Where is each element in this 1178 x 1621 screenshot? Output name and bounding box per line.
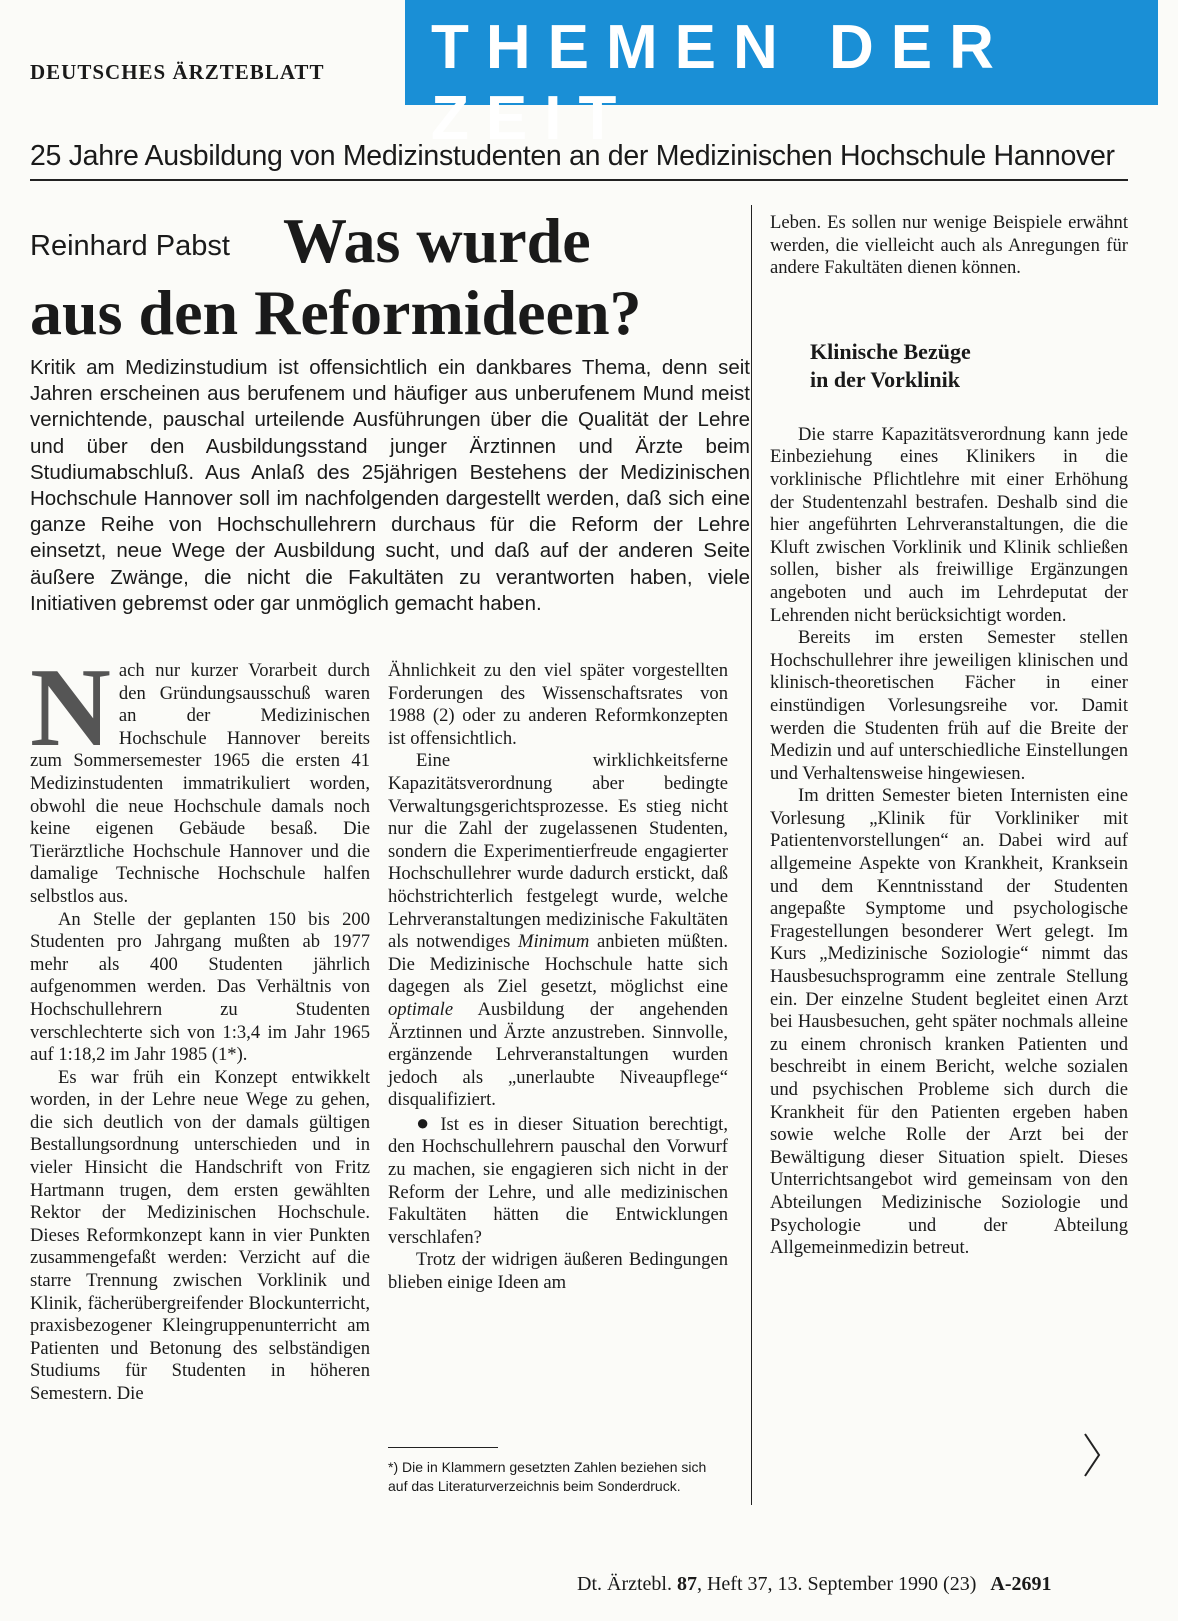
bullet-icon: ● xyxy=(416,1109,435,1135)
citation-journal: Dt. Ärztebl. xyxy=(577,1573,672,1595)
citation-issue: , Heft 37, 13. September 1990 (23) xyxy=(696,1573,977,1595)
paragraph: Leben. Es sollen nur wenige Beispiele erwähnt werden, die vielleicht auch als Anregungen für andere Fakultäten dienen können. xyxy=(770,212,1128,279)
journal-name: DEUTSCHES ÄRZTEBLATT xyxy=(30,60,325,84)
article-title-line1: Was wurde xyxy=(283,205,591,276)
paragraph: Trotz der widrigen äußeren Bedingungen blieben einige Ideen am xyxy=(388,1249,728,1294)
column-divider xyxy=(751,205,752,1505)
paragraph: ach nur kurzer Vorarbeit durch den Gründungsausschuß waren an der Medizinischen Hochschule Hannover bereits zum Sommersemester 1965 die ersten 41 Medizinstudenten immatrikuliert worden, obwohl die neue Hochschule damals noch keine eigenen Gebäude besaß. Die Tierärztliche Hochschule Hannover und die damalige Technische Hochschule halfen selbstlos aus. xyxy=(30,660,370,907)
continue-arrow-icon xyxy=(1083,1432,1101,1483)
section-heading-line: in der Vorklinik xyxy=(810,366,960,392)
section-heading-line: Klinische Bezüge xyxy=(810,338,971,364)
text-run: Ausbildung der angehenden Ärztinnen und Ärzte anzustreben. Sinnvolle, ergänzende Lehrveranstaltungen wurden jedoch als „unerlaubte Niveaupflege“ disqualifiziert. xyxy=(388,998,729,1111)
article-title-line2: aus den Reformideen? xyxy=(30,277,642,348)
text-run: anbieten müßten. Die Medizinische Hochschule hatte sich dagegen als Ziel gesetzt, möglichst eine xyxy=(388,931,728,998)
section-title: THEMEN DER ZEIT xyxy=(431,13,1011,153)
drop-cap: N xyxy=(30,646,111,770)
paragraph xyxy=(388,750,728,1112)
paragraph xyxy=(388,1109,728,1250)
text-run: Ist es in dieser Situation berechtigt, den Hochschullehrern pauschal den Vorwurf zu machen, sie engagieren sich nicht in der Reform der Lehre, und alle medizinischen Fakultäten hätten die Entwicklungen verschlafen? xyxy=(388,1113,728,1248)
citation-volume: 87 xyxy=(676,1573,697,1595)
text-run: Eine wirklichkeitsferne Kapazitätsverordnung aber bedingte Verwaltungsgerichtsprozesse. Es stieg nicht nur die Zahl der zugelassenen Studenten, sondern die Experimentierfreude engagierter Hochschullehrer wurde dadurch erstickt, daß höchstrichterlich festgelegt wurde, welche Lehrveranstaltungen medizinische Fakultäten als notwendiges xyxy=(388,750,728,953)
paragraph: Es war früh ein Konzept entwikkelt worden, in der Lehre neue Wege zu gehen, die sich deutlich von der damals gültigen Bestallungsordnung unterschieden und in vieler Hinsicht die Handschrift von Fritz Hartmann trugen, dem ersten gewählten Rektor der Medizinischen Hochschule. Dieses Reformkonzept kann in vier Punkten zusammengefaßt werden: Verzicht auf die starre Trennung zwischen Vorklinik und Klinik, fächerübergreifender Blockunterricht, praxisbezogener Kleingruppenunterricht am Patienten und Betonung des selbständigen Studiums für Studenten in höheren Semestern. Die xyxy=(30,1066,370,1404)
section-banner xyxy=(405,0,1158,153)
paragraph: Im dritten Semester bieten Internisten eine Vorlesung „Klinik für Vorkliniker mit Patientenvorstellungen“ an. Dabei wird auf allgemeine Aspekte von Krankheit, Kranksein und dem Kenntnisstand der Studenten angepaßte Symptome und psychologische Fragestellungen besonderer Wert gelegt. Im Kurs „Medizinische Soziologie“ nimmt das Hausbesuchsprogramm eine zentrale Stellung ein. Der einzelne Student begleitet einen Arzt bei Hausbesuchen, geht später nochmals alleine zu einem chronisch kranken Patienten und beschreibt in einem Bericht, welche sozialen und psychischen Probleme sich durch die Krankheit für den Patienten ergeben haben sowie welche Rolle der Arzt bei der Bewältigung dieser Situation spielt. Dieses Unterrichtsangebot wird gemeinsam von den Abteilungen Medizinische Soziologie und Psychologie und der Abteilung Allgemeinmedizin betreut. xyxy=(770,785,1128,1259)
article-author: Reinhard Pabst xyxy=(30,230,230,262)
column-1 xyxy=(30,646,370,1406)
paragraph: Ähnlichkeit zu den viel später vorgestellten Forderungen des Wissenschaftsrates von 1988 (2) oder zu anderen Reformkonzepten ist offensichtlich. xyxy=(388,660,728,749)
footnote: *) Die in Klammern gesetzten Zahlen beziehen sich auf das Literaturverzeichnis beim Sonderdruck. xyxy=(388,1459,707,1494)
emphasis-minimum: Minimum xyxy=(517,931,590,953)
emphasis-optimale: optimale xyxy=(388,998,454,1020)
page-footer xyxy=(577,1573,1051,1596)
page-number: A-2691 xyxy=(990,1573,1052,1595)
paragraph: An Stelle der geplanten 150 bis 200 Studenten pro Jahrgang mußten ab 1977 mehr als 400 Studenten jährlich aufgenommen werden. Das Verhältnis von Hochschullehrern zu Studenten verschlechterte sich von 1:3,4 im Jahr 1965 auf 1:18,2 im Jahr 1985 (1*). xyxy=(30,908,370,1066)
article-lead: Kritik am Medizinstudium ist offensichtlich ein dankbares Thema, denn seit Jahren erscheinen aus berufenem und häufiger aus unberufenem Mund meist vernichtende, pauschal urteilende Ausführungen über die Qualität der Lehre und über den Ausbildungsstand junger Ärztinnen und Ärzte beim Studiumabschluß. Aus Anlaß des 25jährigen Bestehens der Medizinischen Hochschule Hannover soll im nachfolgenden dargestellt werden, daß sich eine ganze Reihe von Hochschullehrern durchaus für die Reform der Lehre einsetzt, neue Wege der Ausbildung sucht, und daß auf der anderen Seite äußere Zwänge, die nicht die Fakultäten zu verantworten haben, viele Initiativen gebremst oder gar unmöglich gemacht haben. xyxy=(30,356,750,615)
column-2 xyxy=(388,660,728,1295)
paragraph: Bereits im ersten Semester stellen Hochschullehrer ihre jeweiligen klinischen und klinisch-theoretischen Fächer in einer einstündigen Vorlesungsreihe vor. Damit werden die Studenten früh auf die Breite der Medizin und auf unterschiedliche Einstellungen und Verhaltensweise hingewiesen. xyxy=(770,627,1128,784)
footnote-rule xyxy=(388,1447,498,1448)
paragraph: Die starre Kapazitätsverordnung kann jede Einbeziehung eines Klinikers in die vorklinische Pflichtlehre mit einer Erhöhung der Studentenzahl bestrafen. Deshalb sind die hier angeführten Lehrveranstaltungen, die die Kluft zwischen Vorklinik und Klinik schließen sollen, bisher als freiwillige Ergänzungen angeboten und auch im Lehrdeputat der Lehrenden nicht berücksichtigt worden. xyxy=(770,423,1128,626)
column-3 xyxy=(770,212,1128,1260)
section-heading xyxy=(810,338,1128,394)
article-subhead: 25 Jahre Ausbildung von Medizinstudenten an der Medizinischen Hochschule Hannover xyxy=(30,140,1128,181)
